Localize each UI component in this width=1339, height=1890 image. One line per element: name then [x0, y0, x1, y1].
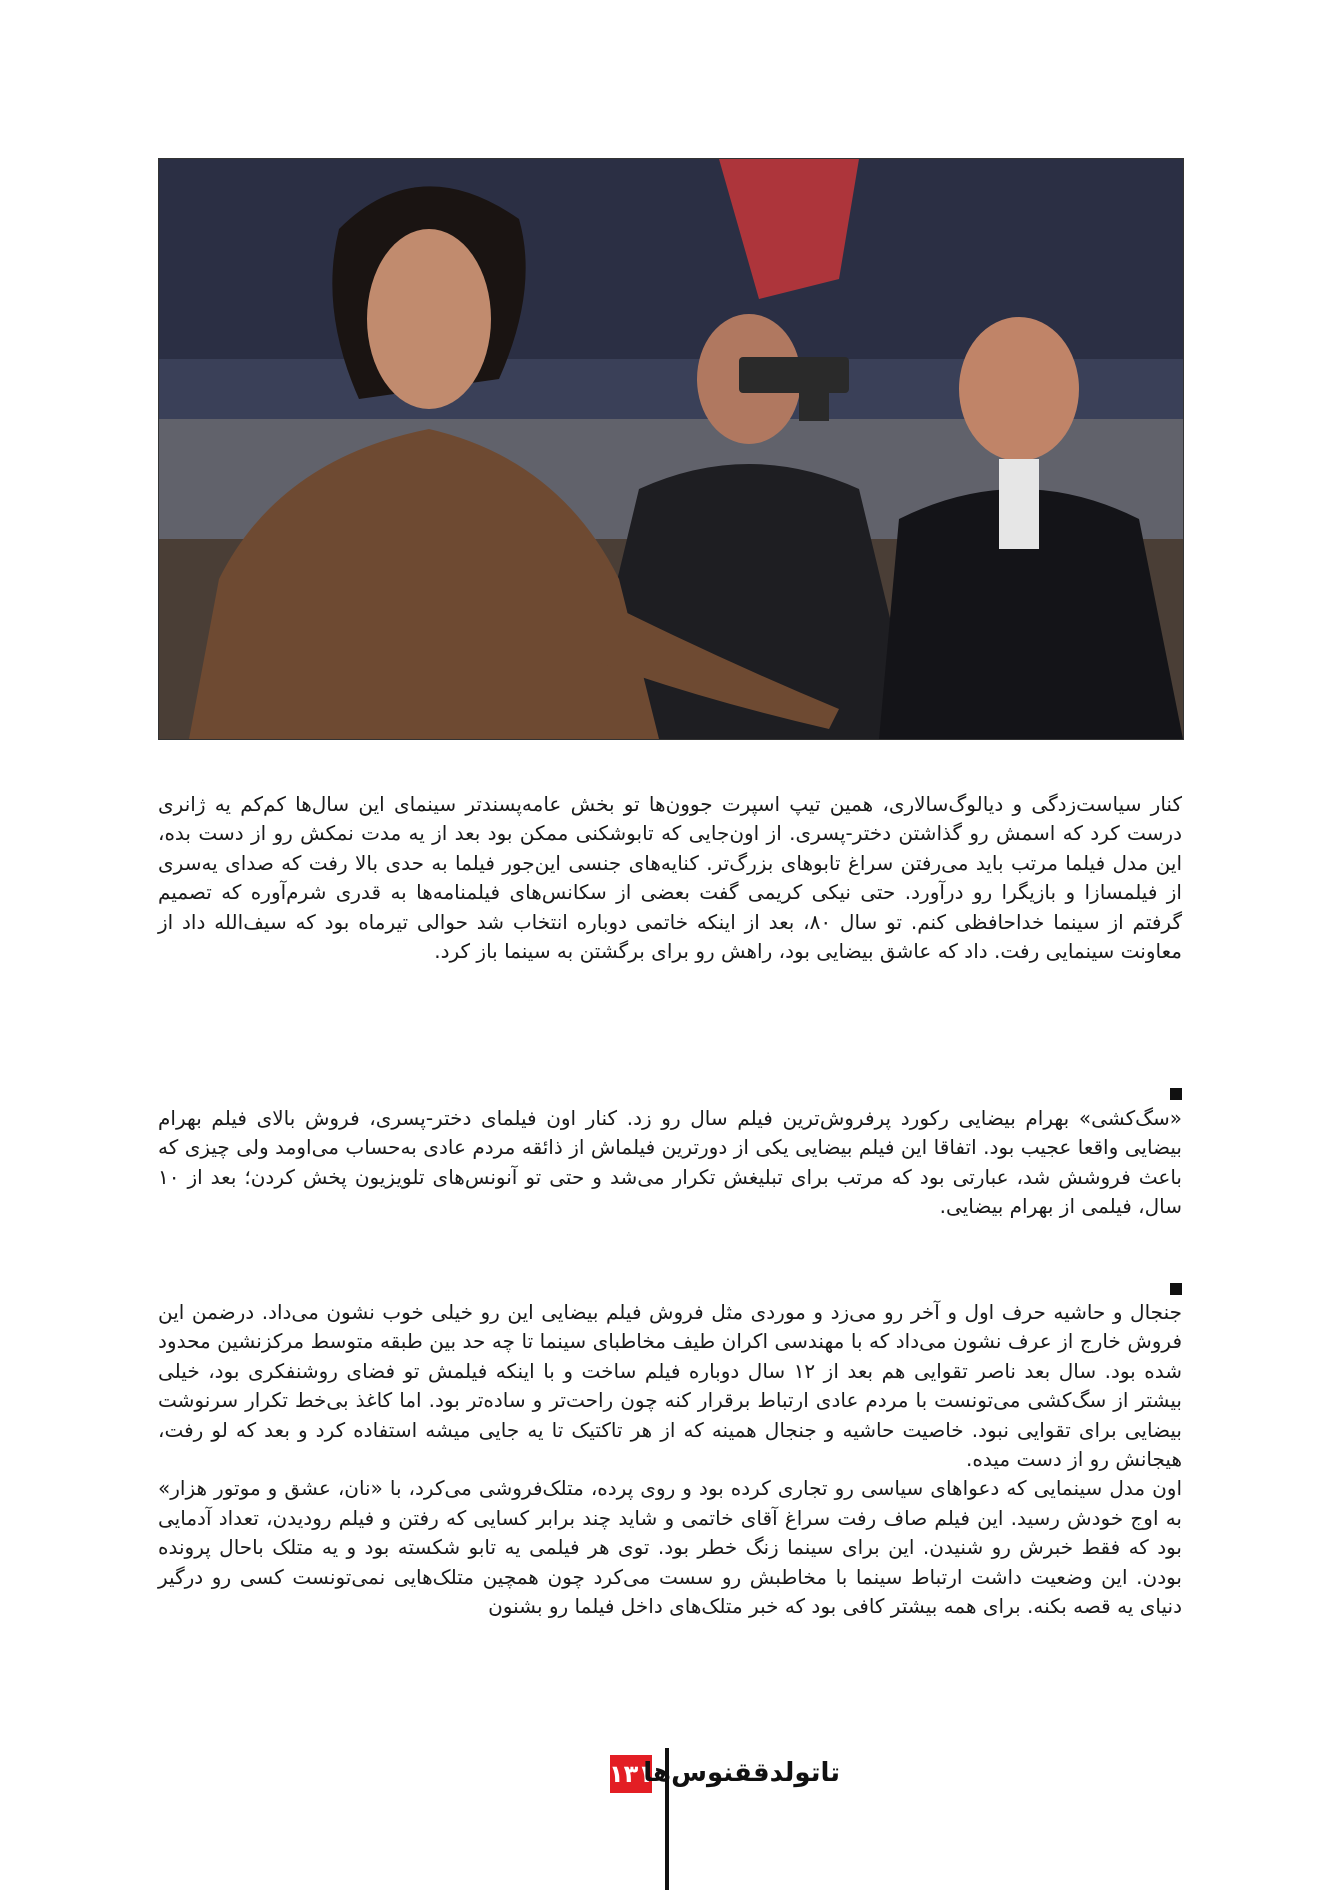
magazine-title: تاتولدققنوس‌ها	[643, 1758, 840, 1788]
section-marker-square	[1170, 1088, 1182, 1100]
article-section-2	[158, 1104, 1182, 1222]
article-section-1	[158, 790, 1182, 966]
film-still-image-icon	[159, 159, 1183, 739]
article-paragraph: کنار سیاست‌زدگی و دیالوگ‌سالاری، همین تیپ اسپرت جوون‌ها تو بخش عامه‌پسندتر سینمای این سال‌ها کم‌کم یه ژانری درست کرد که اسمش رو گذاشتن دختر-پسری. از اون‌جایی که تابوشکنی ممکن بود بعد از یه مدت نمکش رو از دست بده، این مدل فیلما مرتب باید می‌رفتن سراغ تابوهای بزرگ‌تر. کنایه‌های جنسی این‌جور فیلما به حدی بالا رفت که صدای یه‌سری از فیلمسازا و بازیگرا رو درآورد. حتی نیکی کریمی گفت بعضی از سکانس‌های فیلمنامه‌ها به قدری شرم‌آوره که تصمیم گرفتم از سینما خداحافظی کنم. تو سال ۸۰، بعد از اینکه خاتمی دوباره انتخاب شد حوالی تیرماه بود که سیف‌الله داد از معاونت سینمایی رفت. داد که عاشق بیضایی بود، راهش رو برای برگشتن به سینما باز کرد.	[158, 792, 1182, 964]
film-still-photo	[158, 158, 1184, 740]
page-number-badge: ۱۳۱	[610, 1755, 652, 1793]
section-marker-square	[1170, 1283, 1182, 1295]
article-paragraph: جنجال و حاشیه حرف اول و آخر رو می‌زد و موردی مثل فروش فیلم بیضایی این رو خیلی خوب نشون می‌داد. درضمن این فروش خارج از عرف نشون می‌داد که با مهندسی اکران طیف مخاطبای سینما تا چه حد بین طبقه متوسط مرکزنشین محدود شده بود. سال بعد ناصر تقوایی هم بعد از ۱۲ سال دوباره فیلم ساخت و با اینکه فیلمش تو فضای روشنفکری بود، خیلی بیشتر از سگ‌کشی می‌تونست با مردم عادی ارتباط برقرار کنه چون راحت‌تر و ساده‌تر بود. اما کاغذ بی‌خط تکرار سرنوشت بیضایی برای تقوایی نبود. خاصیت حاشیه و جنجال همینه که از هر تاکتیک تا یه جایی میشه استفاده کرد و بعد که لو رفت، هیجانش رو از دست میده.	[158, 1300, 1182, 1472]
article-section-3	[158, 1298, 1182, 1621]
article-paragraph: «سگ‌کشی» بهرام بیضایی رکورد پرفروش‌ترین فیلم سال رو زد. کنار اون فیلمای دختر-پسری، فروش بالای فیلم بهرام بیضایی واقعا عجیب بود. اتفاقا این فیلم بیضایی یکی از دورترین فیلماش از ذائقه مردم عادی به‌حساب می‌اومد ولی چیزی که باعث فروشش شد، عبارتی بود که مرتب برای تبلیغش تکرار می‌شد و حتی تو آنونس‌های تلویزیون پخش کردن؛ بعد از ۱۰ سال، فیلمی از بهرام بیضایی.	[158, 1106, 1182, 1219]
article-paragraph: اون مدل سینمایی که دعواهای سیاسی رو تجاری کرده بود و روی پرده، متلک‌فروشی می‌کرد، با «نان، عشق و موتور هزار» به اوج خودش رسید. این فیلم صاف رفت سراغ آقای خاتمی و شاید چند برابر کسایی که رفتن و فیلم رودیدن، تعداد آدمایی بود که فقط خبرش رو شنیدن. این برای سینما زنگ خطر بود. توی هر فیلمی یه تابو شکسته بود و یه متلک باحال پرونده بودن. این وضعیت داشت ارتباط سینما با مخاطبش رو سست می‌کرد چون همچین متلک‌هایی نمی‌تونست کسی رو درگیر دنیای یه قصه بکنه. برای همه بیشتر کافی بود که خبر متلک‌های داخل فیلما رو بشنون	[158, 1476, 1182, 1619]
